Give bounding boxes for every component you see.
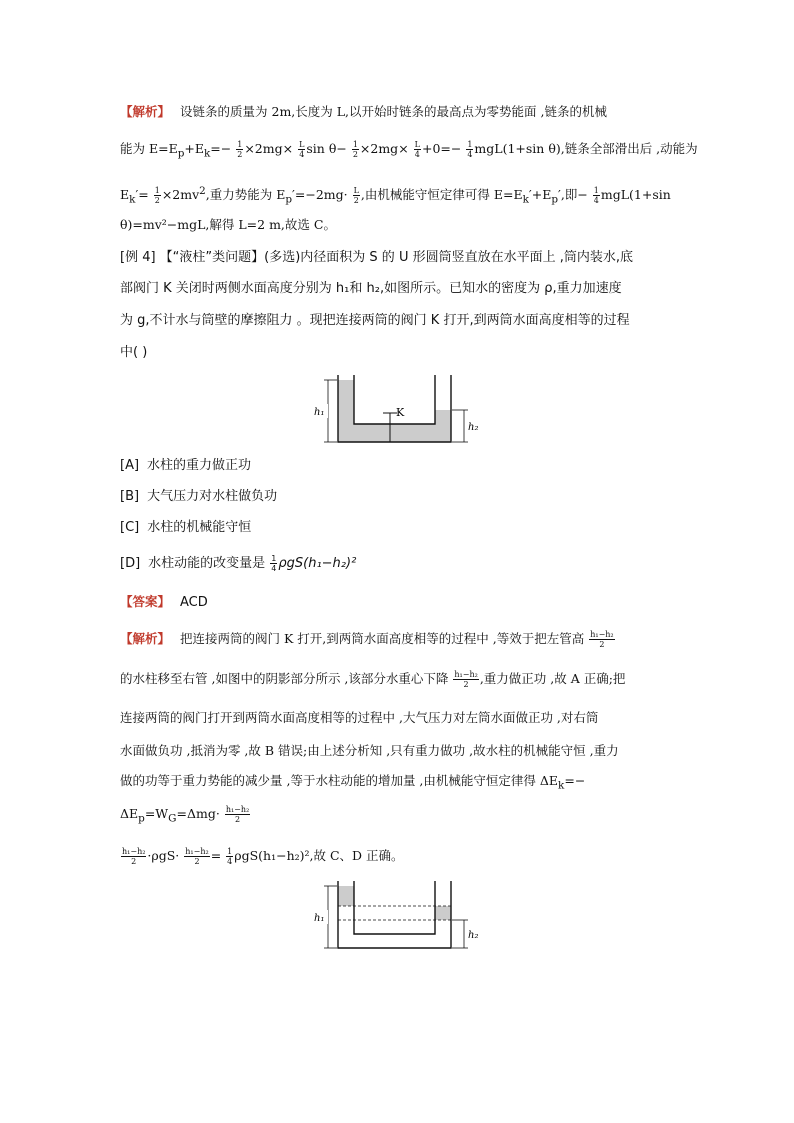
fraction: $\frac{1}{2}$ bbox=[154, 186, 160, 206]
fraction: $\frac{\text{h₁−h₂}}{2}$ bbox=[122, 847, 146, 866]
fraction: $\frac{1}{2}$ bbox=[237, 140, 243, 159]
example-line-3: 为 g,不计水与筒壁的摩擦阻力 。现把连接两筒的阀门 K 打开,到两筒水面高度相等的过程 bbox=[120, 313, 630, 328]
analysis2-line-5: 做的功等于重力势能的减少量 ,等于水柱动能的增加量 ,由机械能守恒定律得 $\Delta E_k=-$ bbox=[120, 773, 586, 792]
option-a: [A] 水柱的重力做正功 bbox=[120, 458, 252, 473]
fraction: $\frac{\text{h₁−h₂}}{2}$ bbox=[185, 847, 209, 866]
u-tube-figure-closed bbox=[310, 370, 490, 450]
h2-label: h₂ bbox=[468, 930, 479, 941]
option-d: [D] 水柱动能的改变量是 $\frac{1}{4}$ ρgS(h₁−h₂)² bbox=[120, 554, 357, 573]
example-line-4: 中( ) bbox=[120, 345, 148, 360]
analysis-line-3: $E_k'=$ $\frac{1}{2}$ $\times 2mv^2$,重力势能为 $E_p'=-2mg\cdot$ $\frac{L}{2}$ ,由机械能守恒定律可得 $E=E_k'+E_p'$,即− $\frac{1}{4}$ mgL(1+sin bbox=[120, 185, 671, 206]
h2-label: h₂ bbox=[468, 422, 479, 433]
fraction: $\frac{1}{2}$ bbox=[352, 140, 358, 159]
analysis-line-2: 能为 $E=E_p+E_k=-$ $\frac{1}{2}$ ×2mg× $\frac{L}{4}$ sin θ− $\frac{1}{2}$ ×2mg× $\frac{L}{4}$ +0=− $\frac{1}{4}$ mgL(1+sin θ),链条全部滑出后 ,动能为 bbox=[120, 140, 698, 160]
example-line-2: 部阀门 K 关闭时两侧水面高度分别为 h₁和 h₂,如图所示。已知水的密度为 ρ,重力加速度 bbox=[120, 281, 622, 296]
left-shaded-column bbox=[338, 886, 354, 906]
fraction: $\frac{L}{2}$ bbox=[353, 186, 359, 206]
analysis2-line-6: $\Delta E_p=W_G=\Delta mg\cdot$ $\frac{\text{h₁−h₂}}{2}$ bbox=[120, 805, 250, 825]
analysis-line-1: 【解析】 设链条的质量为 2m,长度为 L,以开始时链条的最高点为零势能面 ,链条的机械 bbox=[120, 104, 607, 119]
analysis2-line-7: $\frac{\text{h₁−h₂}}{2}$ ·ρgS· $\frac{\text{h₁−h₂}}{2}$ = $\frac{1}{4}$ ρgS(h₁−h₂)²,故 C、D 正确。 bbox=[122, 847, 404, 866]
option-c: [C] 水柱的机械能守恒 bbox=[120, 520, 252, 535]
fraction: $\frac{1}{4}$ bbox=[593, 186, 599, 206]
analysis2-line-4: 水面做负功 ,抵消为零 ,故 B 错误;由上述分析知 ,只有重力做功 ,故水柱的机械能守恒 ,重力 bbox=[120, 743, 619, 758]
fraction: $\frac{1}{4}$ bbox=[467, 140, 473, 159]
inner-wall bbox=[354, 375, 435, 424]
fraction: $\frac{1}{4}$ bbox=[227, 847, 233, 866]
analysis2-line-1: 【解析】 把连接两筒的阀门 K 打开,到两筒水面高度相等的过程中 ,等效于把左管高 $\frac{\text{h₁−h₂}}{2}$ bbox=[120, 630, 614, 649]
analysis-line-4: θ)=mv²−mgL,解得 L=2 m,故选 C。 bbox=[120, 217, 336, 232]
fraction: $\frac{L}{4}$ bbox=[414, 140, 420, 159]
analysis2-line-3: 连接两筒的阀门打开到两筒水面高度相等的过程中 ,大气压力对左筒水面做正功 ,对右筒 bbox=[120, 710, 599, 725]
water-body bbox=[338, 380, 451, 442]
answer-tag: 【答案】 bbox=[120, 594, 171, 609]
fraction: $\frac{\text{h₁−h₂}}{2}$ bbox=[225, 805, 250, 824]
analysis2-line-2: 的水柱移至右管 ,如图中的阴影部分所示 ,该部分水重心下降 $\frac{\text{h₁−h₂}}{2}$ ,重力做正功 ,故 A 正确;把 bbox=[120, 670, 626, 689]
valve-label: K bbox=[396, 406, 405, 419]
example-line-1: [例 4] 【“液柱”类问题】(多选)内径面积为 S 的 U 形圆筒竖直放在水平面上 ,筒内装水,底 bbox=[120, 250, 633, 265]
h1-label: h₁ bbox=[314, 913, 325, 924]
fraction: $\frac{L}{4}$ bbox=[299, 140, 305, 159]
answer-line bbox=[120, 593, 680, 612]
right-shaded-column bbox=[435, 906, 451, 920]
analysis-tag: 【解析】 bbox=[120, 104, 171, 119]
fraction: $\frac{1}{4}$ bbox=[271, 554, 277, 573]
answer-value: ACD bbox=[180, 595, 208, 610]
h1-label: h₁ bbox=[314, 407, 325, 418]
fraction: $\frac{\text{h₁−h₂}}{2}$ bbox=[590, 630, 614, 649]
option-b: [B] 大气压力对水柱做负功 bbox=[120, 489, 278, 504]
fraction: $\frac{\text{h₁−h₂}}{2}$ bbox=[454, 670, 478, 689]
u-tube-figure-open bbox=[310, 876, 490, 956]
